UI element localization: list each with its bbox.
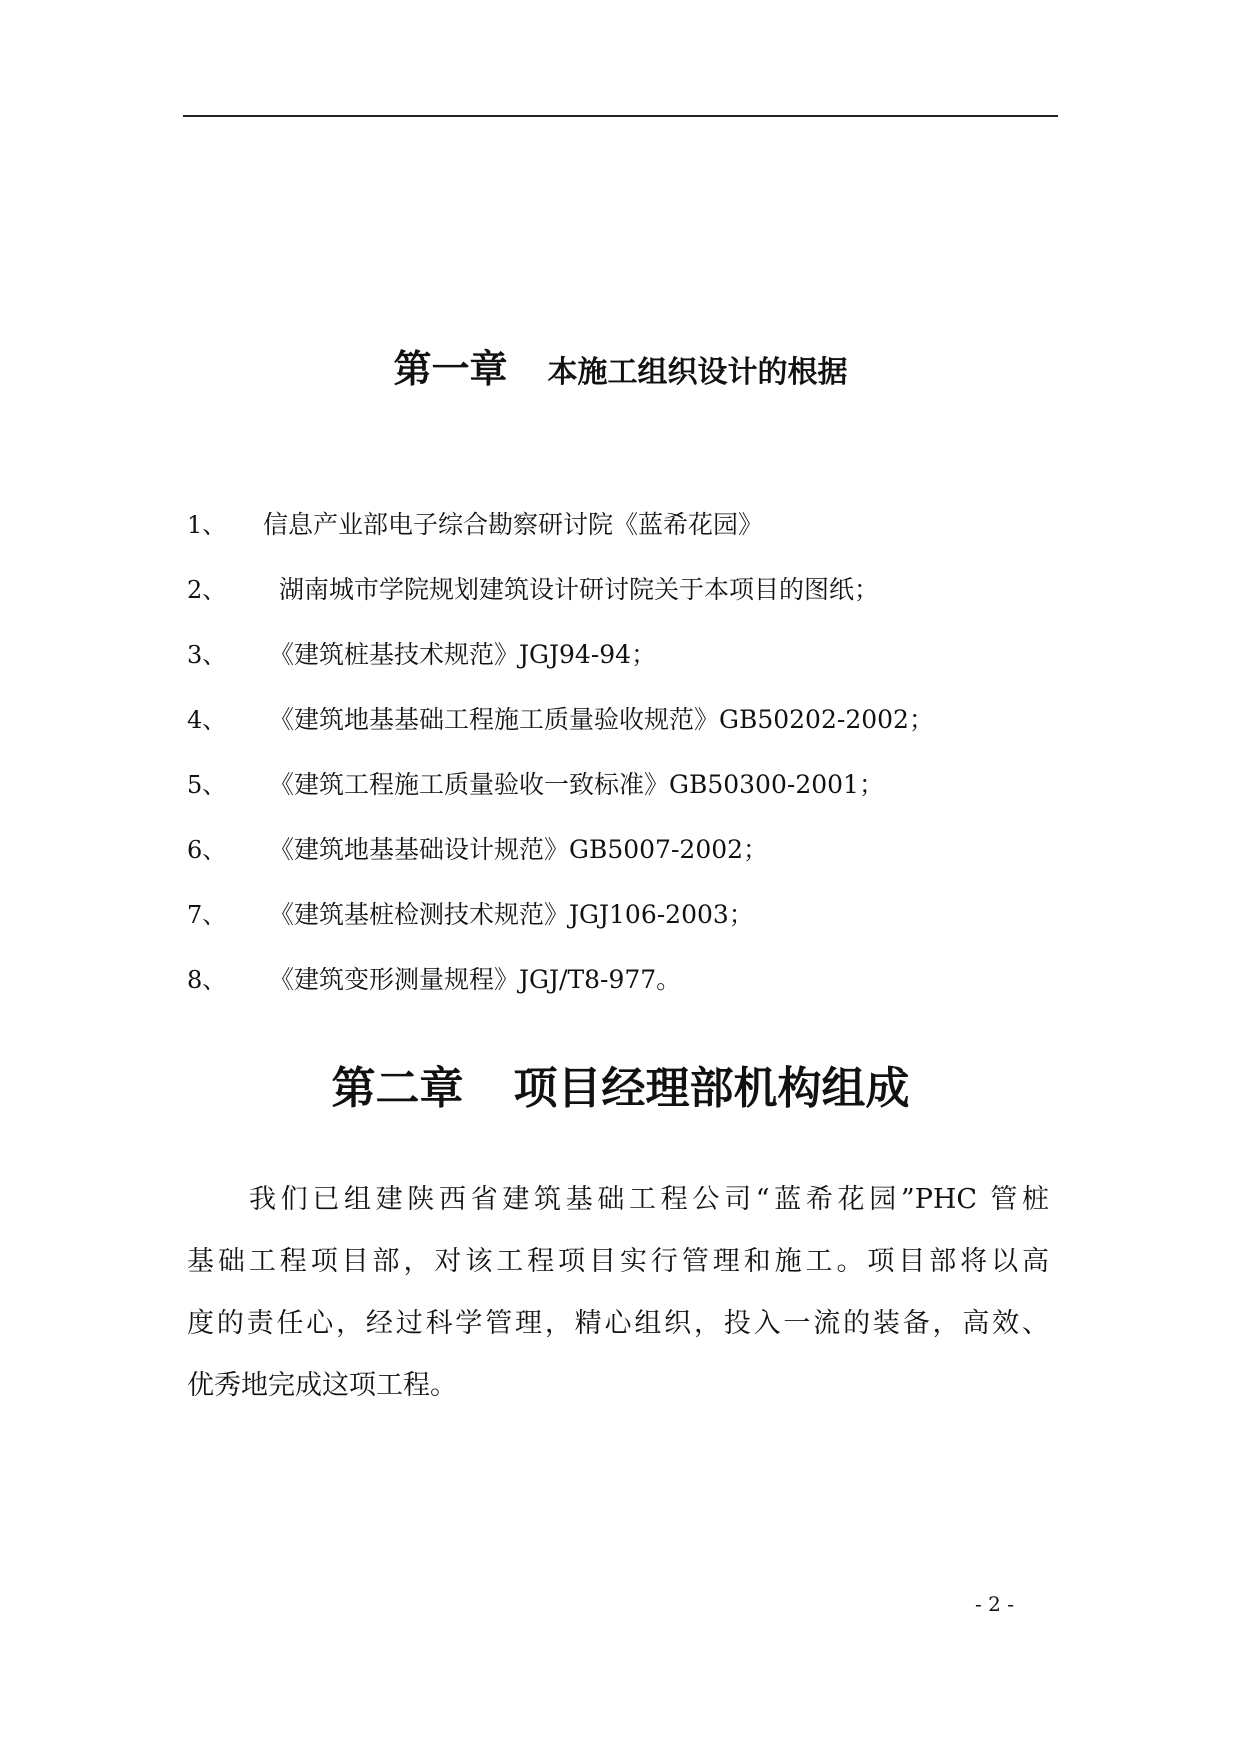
paragraph-line: 度的责任心，经过科学管理，精心组织，投入一流的装备，高效、	[187, 1308, 1049, 1339]
chapter-1-number: 第一章	[393, 347, 508, 391]
paragraph-line: 我们已组建陕西省建筑基础工程公司“蓝希花园”PHC 管桩	[249, 1184, 1049, 1215]
list-item-text: 《建筑桩基技术规范》JGJ94-94；	[269, 640, 657, 669]
list-item-text: 《建筑地基基础工程施工质量验收规范》GB50202-2002；	[269, 705, 934, 734]
header-rule	[183, 115, 1058, 117]
list-item-index: 8、	[187, 966, 227, 994]
chapter-2-heading	[0, 1052, 1241, 1116]
list-item-index: 2、	[187, 576, 227, 604]
list-item-text: 《建筑变形测量规程》JGJ/T8-977。	[269, 965, 682, 994]
list-item-text: 《建筑工程施工质量验收一致标准》GB50300-2001；	[269, 770, 884, 799]
list-item-index: 4、	[187, 706, 227, 734]
chapter-1-title: 本施工组织设计的根据	[547, 355, 848, 390]
list-item-text: 《建筑地基基础设计规范》GB5007-2002；	[269, 835, 769, 864]
list-item-index: 7、	[187, 901, 227, 929]
list-item-text: 信息产业部电子综合勘察研讨院《蓝希花园》	[263, 510, 764, 539]
paragraph-line: 基础工程项目部，对该工程项目实行管理和施工。项目部将以高	[187, 1246, 1049, 1277]
paragraph-line: 优秀地完成这项工程。	[187, 1370, 457, 1401]
list-item-text: 《建筑基桩检测技术规范》JGJ106-2003；	[269, 900, 754, 929]
list-item-index: 3、	[187, 641, 227, 669]
chapter-2-title: 项目经理部机构组成	[513, 1063, 910, 1114]
list-item-index: 6、	[187, 836, 227, 864]
list-item-index: 1、	[187, 511, 227, 539]
chapter-1-heading	[0, 338, 1241, 393]
chapter-2-number: 第二章	[331, 1063, 464, 1114]
page-number: - 2 -	[975, 1592, 1014, 1616]
list-item-text: 湖南城市学院规划建筑设计研讨院关于本项目的图纸；	[279, 575, 880, 604]
list-item-index: 5、	[187, 771, 227, 799]
